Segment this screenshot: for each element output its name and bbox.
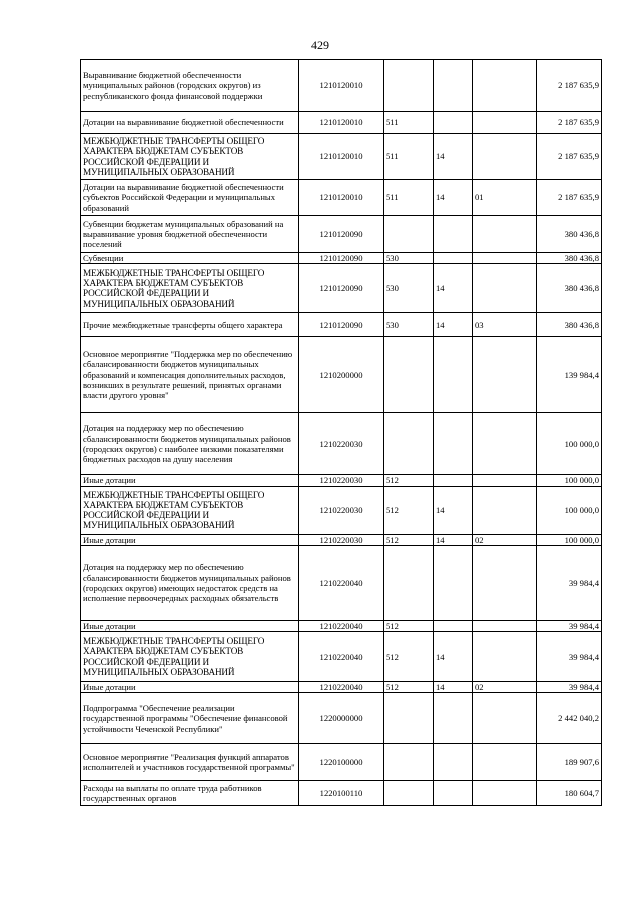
row-name-cell: Дотации на выравнивание бюджетной обеспеченности (81, 112, 299, 134)
row-expense-type-cell: 512 (384, 475, 434, 486)
row-amount-cell: 39 984,4 (537, 632, 602, 682)
table-row (81, 337, 602, 413)
row-amount-cell: 2 442 040,2 (537, 693, 602, 744)
table-row (81, 216, 602, 253)
row-name-cell: МЕЖБЮДЖЕТНЫЕ ТРАНСФЕРТЫ ОБЩЕГО ХАРАКТЕРА БЮДЖЕТАМ СУБЪЕКТОВ РОССИЙСКОЙ ФЕДЕРАЦИИ И МУНИЦИПАЛЬНЫХ ОБРАЗОВАНИЙ (81, 264, 299, 313)
row-subsection-cell (473, 264, 537, 313)
row-section-cell (434, 112, 473, 134)
row-amount-cell: 139 984,4 (537, 337, 602, 413)
row-section-cell (434, 620, 473, 631)
row-name-cell: Субвенции бюджетам муниципальных образований на выравнивание уровня бюджетной обеспеченности поселений (81, 216, 299, 253)
row-section-cell (434, 475, 473, 486)
row-amount-cell: 380 436,8 (537, 253, 602, 264)
row-name-cell: Дотации на выравнивание бюджетной обеспеченности субъектов Российской Федерации и муниципальных образований (81, 180, 299, 216)
row-code-cell: 1210220040 (299, 682, 384, 693)
row-expense-type-cell (384, 693, 434, 744)
page-number: 429 (311, 38, 329, 52)
row-code-cell: 1210120090 (299, 216, 384, 253)
table-row (81, 180, 602, 216)
row-section-cell (434, 744, 473, 781)
row-subsection-cell: 01 (473, 180, 537, 216)
row-code-cell: 1210220040 (299, 545, 384, 620)
row-subsection-cell (473, 475, 537, 486)
table-row (81, 744, 602, 781)
row-code-cell: 1210200000 (299, 337, 384, 413)
row-code-cell: 1210220030 (299, 413, 384, 475)
row-code-cell: 1210120010 (299, 134, 384, 180)
table-row (81, 112, 602, 134)
row-subsection-cell (473, 693, 537, 744)
table-row (81, 545, 602, 620)
row-section-cell: 14 (434, 486, 473, 534)
row-section-cell: 14 (434, 180, 473, 216)
row-name-cell: МЕЖБЮДЖЕТНЫЕ ТРАНСФЕРТЫ ОБЩЕГО ХАРАКТЕРА БЮДЖЕТАМ СУБЪЕКТОВ РОССИЙСКОЙ ФЕДЕРАЦИИ И МУНИЦИПАЛЬНЫХ ОБРАЗОВАНИЙ (81, 134, 299, 180)
row-section-cell (434, 60, 473, 112)
row-code-cell: 1210120010 (299, 112, 384, 134)
row-subsection-cell (473, 216, 537, 253)
row-section-cell (434, 337, 473, 413)
row-expense-type-cell: 512 (384, 682, 434, 693)
row-section-cell (434, 545, 473, 620)
row-amount-cell: 100 000,0 (537, 534, 602, 545)
row-subsection-cell (473, 60, 537, 112)
row-subsection-cell: 03 (473, 313, 537, 337)
row-expense-type-cell: 511 (384, 112, 434, 134)
row-amount-cell: 380 436,8 (537, 216, 602, 253)
row-section-cell: 14 (434, 313, 473, 337)
table-row (81, 60, 602, 112)
row-subsection-cell (473, 253, 537, 264)
row-code-cell: 1210220030 (299, 534, 384, 545)
row-section-cell (434, 693, 473, 744)
row-name-cell: Иные дотации (81, 620, 299, 631)
row-expense-type-cell: 512 (384, 620, 434, 631)
table-row (81, 534, 602, 545)
row-name-cell: Основное мероприятие "Реализация функций аппаратов исполнителей и участников государственной программы" (81, 744, 299, 781)
table-row (81, 253, 602, 264)
row-amount-cell: 100 000,0 (537, 486, 602, 534)
table-row (81, 313, 602, 337)
row-amount-cell: 39 984,4 (537, 682, 602, 693)
row-name-cell: Дотация на поддержку мер по обеспечению сбалансированности бюджетов муниципальных районов (городских округов) имеющих недостаток средств на исполнение первоочередных расходных обязательств (81, 545, 299, 620)
row-amount-cell: 2 187 635,9 (537, 134, 602, 180)
row-section-cell: 14 (434, 682, 473, 693)
row-expense-type-cell: 512 (384, 632, 434, 682)
row-amount-cell: 39 984,4 (537, 620, 602, 631)
table-row (81, 620, 602, 631)
row-section-cell: 14 (434, 534, 473, 545)
row-code-cell: 1220000000 (299, 693, 384, 744)
table-row (81, 413, 602, 475)
row-name-cell: Подпрограмма "Обеспечение реализации государственной программы "Обеспечение финансовой устойчивости Чеченской Республики" (81, 693, 299, 744)
row-expense-type-cell (384, 781, 434, 806)
table-row (81, 486, 602, 534)
row-subsection-cell (473, 781, 537, 806)
row-section-cell: 14 (434, 134, 473, 180)
row-subsection-cell: 02 (473, 534, 537, 545)
table-row (81, 693, 602, 744)
row-amount-cell: 2 187 635,9 (537, 112, 602, 134)
row-amount-cell: 100 000,0 (537, 475, 602, 486)
row-name-cell: Прочие межбюджетные трансферты общего характера (81, 313, 299, 337)
row-section-cell: 14 (434, 264, 473, 313)
row-name-cell: МЕЖБЮДЖЕТНЫЕ ТРАНСФЕРТЫ ОБЩЕГО ХАРАКТЕРА БЮДЖЕТАМ СУБЪЕКТОВ РОССИЙСКОЙ ФЕДЕРАЦИИ И МУНИЦИПАЛЬНЫХ ОБРАЗОВАНИЙ (81, 486, 299, 534)
row-code-cell: 1210120010 (299, 60, 384, 112)
budget-table (80, 59, 602, 806)
row-section-cell (434, 413, 473, 475)
row-code-cell: 1210120090 (299, 264, 384, 313)
row-section-cell (434, 216, 473, 253)
row-code-cell: 1220100000 (299, 744, 384, 781)
row-expense-type-cell: 511 (384, 180, 434, 216)
row-name-cell: Расходы на выплаты по оплате труда работников государственных органов (81, 781, 299, 806)
row-subsection-cell (473, 112, 537, 134)
row-code-cell: 1210220040 (299, 620, 384, 631)
row-subsection-cell (473, 337, 537, 413)
row-name-cell: Субвенции (81, 253, 299, 264)
table-row (81, 475, 602, 486)
row-section-cell (434, 781, 473, 806)
budget-table-body (81, 60, 602, 806)
row-code-cell: 1210120090 (299, 253, 384, 264)
row-section-cell (434, 253, 473, 264)
row-subsection-cell (473, 486, 537, 534)
row-name-cell: Иные дотации (81, 475, 299, 486)
row-section-cell: 14 (434, 632, 473, 682)
row-expense-type-cell: 530 (384, 264, 434, 313)
row-code-cell: 1210220040 (299, 632, 384, 682)
row-subsection-cell (473, 620, 537, 631)
row-expense-type-cell (384, 60, 434, 112)
row-code-cell: 1210220030 (299, 486, 384, 534)
row-amount-cell: 380 436,8 (537, 313, 602, 337)
row-name-cell: Основное мероприятие "Поддержка мер по обеспечению сбалансированности бюджетов муниципальных образований и компенсация дополнительных расходов, возникших в результате решений, принятых органами власти другого уровня" (81, 337, 299, 413)
row-expense-type-cell: 512 (384, 486, 434, 534)
row-name-cell: Дотация на поддержку мер по обеспечению сбалансированности бюджетов муниципальных районов (городских округов) с наиболее низкими показателями бюджетных расходов на душу населения (81, 413, 299, 475)
row-code-cell: 1220100110 (299, 781, 384, 806)
row-code-cell: 1210120090 (299, 313, 384, 337)
row-expense-type-cell: 530 (384, 253, 434, 264)
row-subsection-cell (473, 545, 537, 620)
row-expense-type-cell (384, 413, 434, 475)
table-row (81, 682, 602, 693)
row-amount-cell: 189 907,6 (537, 744, 602, 781)
table-row (81, 134, 602, 180)
row-expense-type-cell (384, 337, 434, 413)
row-expense-type-cell (384, 216, 434, 253)
row-expense-type-cell: 511 (384, 134, 434, 180)
row-expense-type-cell: 512 (384, 534, 434, 545)
row-subsection-cell (473, 413, 537, 475)
row-code-cell: 1210120010 (299, 180, 384, 216)
row-expense-type-cell (384, 744, 434, 781)
row-subsection-cell (473, 744, 537, 781)
row-amount-cell: 39 984,4 (537, 545, 602, 620)
row-name-cell: Иные дотации (81, 534, 299, 545)
row-subsection-cell (473, 632, 537, 682)
row-amount-cell: 2 187 635,9 (537, 180, 602, 216)
row-amount-cell: 2 187 635,9 (537, 60, 602, 112)
table-row (81, 264, 602, 313)
row-amount-cell: 100 000,0 (537, 413, 602, 475)
row-expense-type-cell: 530 (384, 313, 434, 337)
row-code-cell: 1210220030 (299, 475, 384, 486)
row-subsection-cell (473, 134, 537, 180)
row-name-cell: Выравнивание бюджетной обеспеченности муниципальных районов (городских округов) из республиканского фонда финансовой поддержки (81, 60, 299, 112)
row-name-cell: Иные дотации (81, 682, 299, 693)
row-subsection-cell: 02 (473, 682, 537, 693)
row-name-cell: МЕЖБЮДЖЕТНЫЕ ТРАНСФЕРТЫ ОБЩЕГО ХАРАКТЕРА БЮДЖЕТАМ СУБЪЕКТОВ РОССИЙСКОЙ ФЕДЕРАЦИИ И МУНИЦИПАЛЬНЫХ ОБРАЗОВАНИЙ (81, 632, 299, 682)
row-amount-cell: 180 604,7 (537, 781, 602, 806)
table-row (81, 781, 602, 806)
row-expense-type-cell (384, 545, 434, 620)
row-amount-cell: 380 436,8 (537, 264, 602, 313)
table-row (81, 632, 602, 682)
